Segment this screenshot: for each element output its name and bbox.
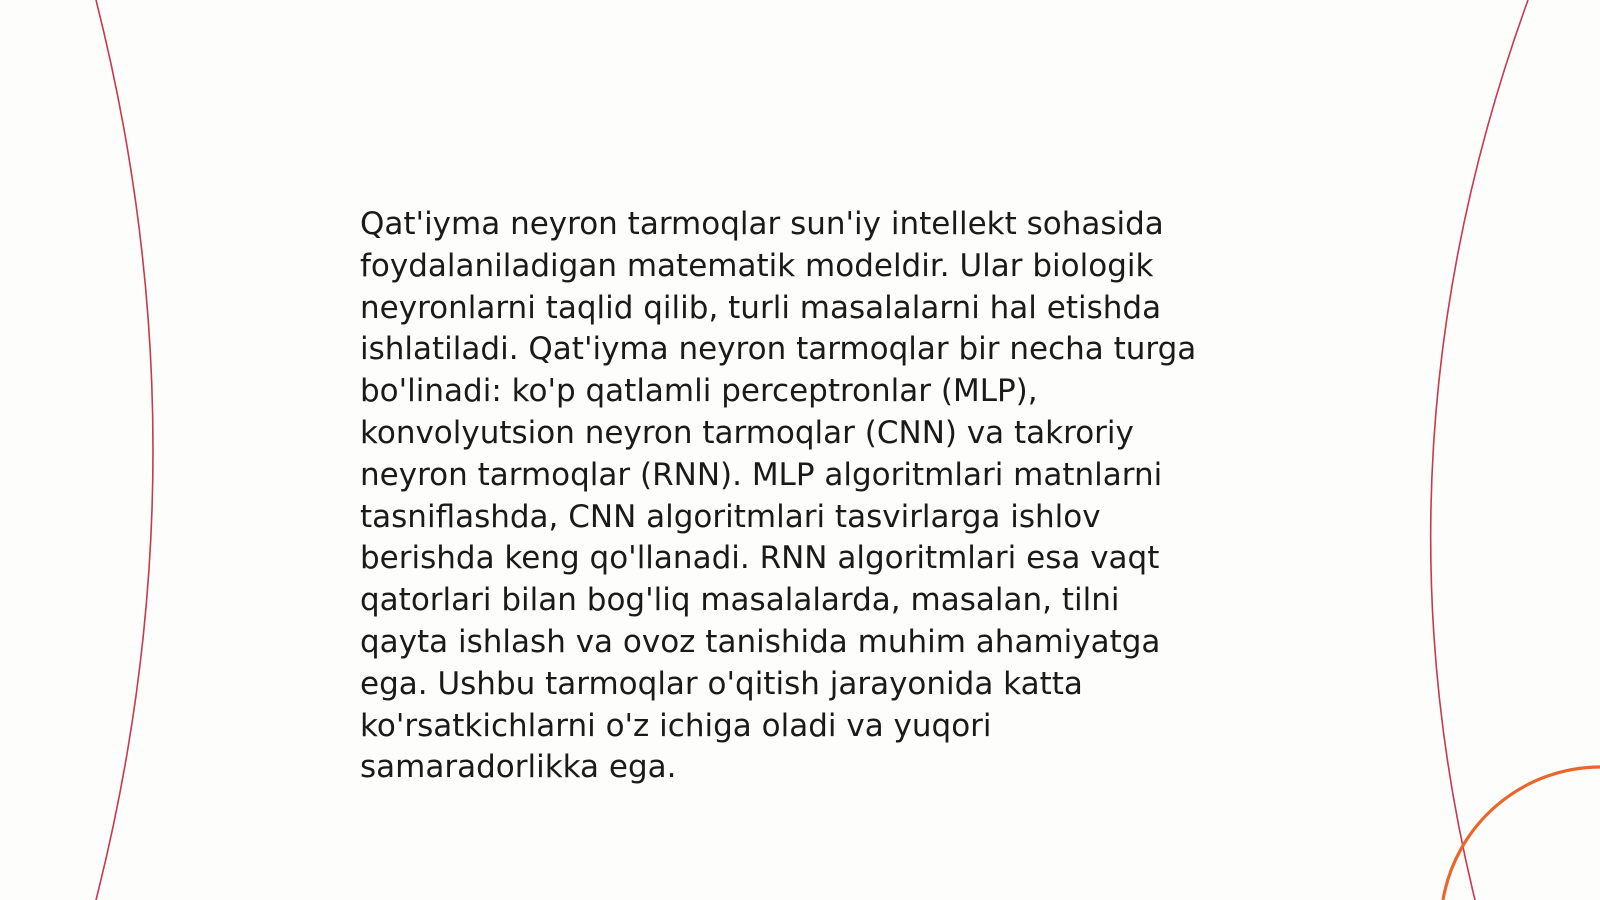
orange-accent-arc — [1443, 767, 1600, 900]
slide-body-text: Qat'iyma neyron tarmoqlar sun'iy intellekt sohasida foydalaniladigan matematik modeldir. Ular biologik neyronlarni taqlid qilib, turli masalalarni hal etishda ishlatiladi. Qat'iyma neyron tarmoqlar bir necha turga bo'linadi: ko'p qatlamli perceptronlar (MLP), konvolyutsion neyron tarmoqlar (CNN) va takroriy neyron tarmoqlar (RNN). MLP algoritmlari matnlarni tasniflashda, CNN algoritmlari tasvirlarga ishlov berishda keng qo'llanadi. RNN algoritmlari esa vaqt qatorlari bilan bog'liq masalalarda, masalan, tilni qayta ishlash va ovoz tanishida muhim ahamiyatga ega. Ushbu tarmoqlar o'qitish jarayonida katta ko'rsatkichlarni o'z ichiga oladi va yuqori samaradorlikka ega. — [360, 206, 1197, 786]
left-curve-line — [96, 0, 153, 900]
right-curve-line — [1431, 0, 1528, 900]
